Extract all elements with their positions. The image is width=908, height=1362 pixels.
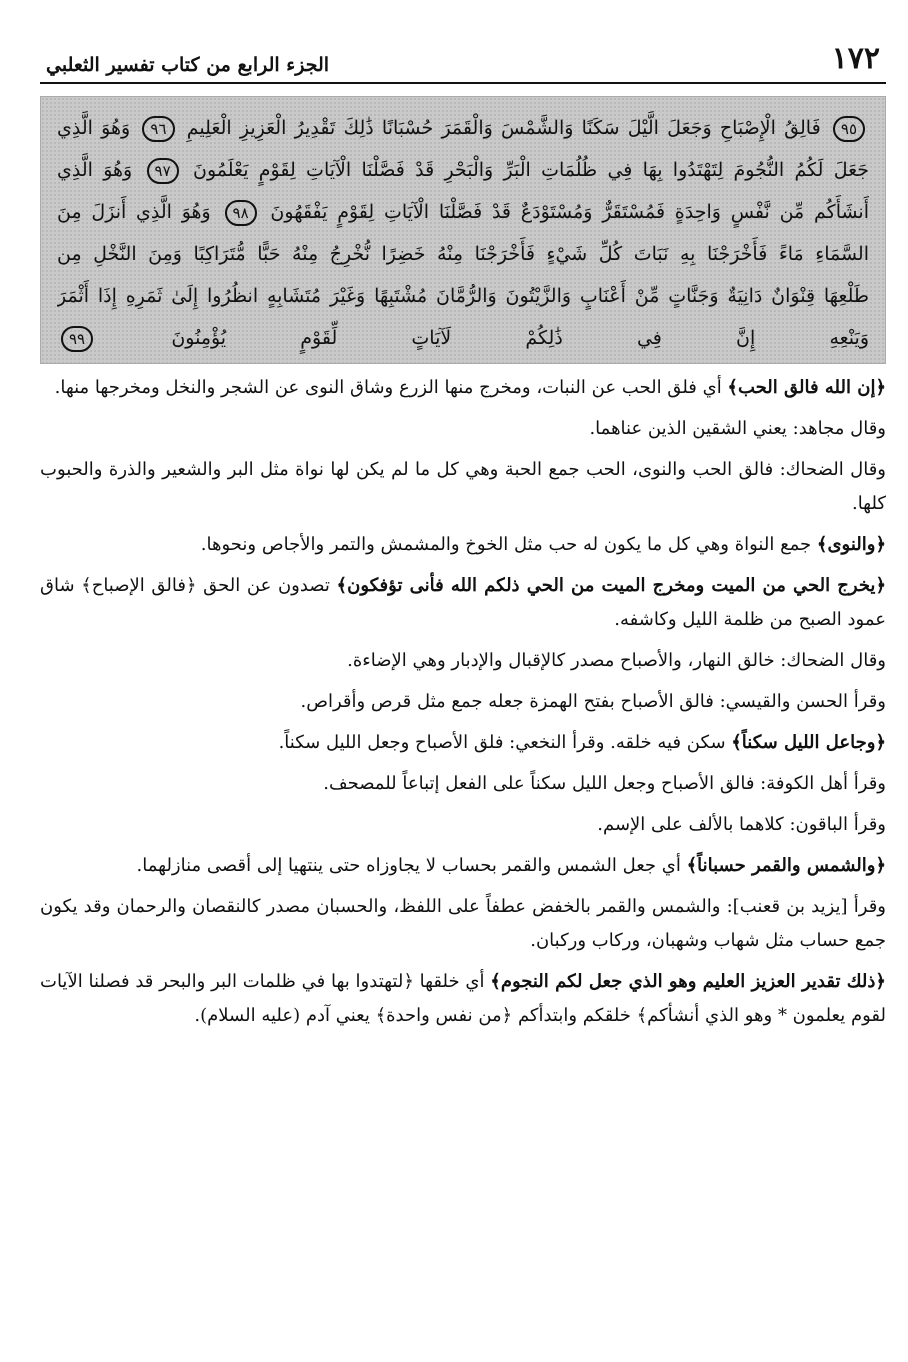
commentary-paragraph [40, 890, 886, 958]
quran-text: جَعَلَ لَكُمُ النُّجُومَ لِتَهْتَدُوا بِهَا فِي ظُلُمَاتِ الْبَرِّ وَالْبَحْرِ قَدْ فَصَّلْنَا الْآيَاتِ لِقَوْمٍ يَعْلَمُونَ [192, 159, 869, 181]
commentary-text: وقال الضحاك: فالق الحب والنوى، الحب جمع الحبة وهي كل ما لم يكن لها نواة مثل البر والشعير والذرة والحبوب كلها. [40, 459, 886, 514]
commentary-paragraph [40, 371, 886, 405]
commentary-text: وقال مجاهد: يعني الشقين الذين عناهما. [589, 418, 886, 439]
commentary [40, 371, 886, 1033]
quran-line [57, 107, 869, 149]
commentary-text: جمع النواة وهي كل ما يكون له حب مثل الخوخ والمشمش والتمر والأجاص ونحوها. [200, 534, 817, 555]
ayah-number: ٩٦ [142, 116, 174, 142]
quran-text: وَيَنْعِهِ إِنَّ فِي ذَٰلِكُمْ لَآيَاتٍ لِّقَوْمٍ يُؤْمِنُونَ [171, 327, 869, 349]
commentary-paragraph [40, 453, 886, 521]
verse-quote: ﴿إن الله فالق الحب﴾ [727, 377, 886, 398]
running-title: الجزء الرابع من كتاب تفسير الثعلبي [46, 54, 330, 76]
ayah-number: ٩٥ [833, 116, 865, 142]
verse-quote: ﴿وجاعل الليل سكناً﴾ [731, 732, 886, 753]
quran-line [57, 191, 869, 233]
quran-verses-box [40, 96, 886, 364]
verse-quote: ﴿والنوى﴾ [816, 534, 886, 555]
page-number: ١٧٢ [831, 41, 880, 76]
commentary-paragraph [40, 528, 886, 562]
quran-text: فَالِقُ الْإِصْبَاحِ وَجَعَلَ الَّيْلَ سَكَنًا وَالشَّمْسَ وَالْقَمَرَ حُسْبَانًا ذَٰلِكَ تَقْدِيرُ الْعَزِيزِ الْعَلِيمِ [186, 117, 821, 139]
quran-text: وَهُوَ الَّذِي [57, 159, 133, 181]
commentary-text: وقال الضحاك: خالق النهار، والأصباح مصدر كالإقبال والإدبار وهي الإضاءة. [347, 650, 886, 671]
commentary-text: وقرأ [يزيد بن قعنب]: والشمس والقمر بالخفض عطفاً على اللفظ، والحسبان مصدر كالنقصان والرحمان وقد يكون جمع حساب مثل شهاب وشهبان، وركاب وركبان. [40, 896, 886, 951]
quran-line [57, 149, 869, 191]
quran-text: السَّمَاءِ مَاءً فَأَخْرَجْنَا بِهِ نَبَاتَ كُلِّ شَيْءٍ فَأَخْرَجْنَا مِنْهُ خَضِرًا نُّخْرِجُ مِنْهُ حَبًّا مُّتَرَاكِبًا وَمِنَ النَّخْلِ مِن [57, 243, 869, 265]
commentary-paragraph [40, 685, 886, 719]
verse-quote: ﴿ذلك تقدير العزيز العليم وهو الذي جعل لكم النجوم﴾ [490, 971, 886, 992]
quran-line [57, 317, 869, 359]
commentary-paragraph [40, 569, 886, 637]
commentary-paragraph [40, 412, 886, 446]
commentary-text: وقرأ الحسن والقيسي: فالق الأصباح بفتح الهمزة جعله جمع مثل قرص وأقراص. [300, 691, 886, 712]
commentary-text: أي خلقها ﴿لتهتدوا بها في ظلمات البر والبحر قد فصلنا الآيات لقوم يعلمون * وهو الذي أنشأكم﴾ خلقكم وابتدأكم ﴿من نفس واحدة﴾ يعني آدم (عليه السلام). [40, 971, 886, 1026]
commentary-paragraph [40, 965, 886, 1033]
commentary-paragraph [40, 767, 886, 801]
commentary-paragraph [40, 849, 886, 883]
ayah-number: ٩٨ [225, 200, 257, 226]
commentary-paragraph [40, 644, 886, 678]
ayah-number: ٩٩ [61, 326, 93, 352]
quran-text: وَهُوَ الَّذِي [57, 117, 131, 139]
commentary-text: أي جعل الشمس والقمر بحساب لا يجاوزاه حتى ينتهيا إلى أقصى منازلهما. [136, 855, 687, 876]
quran-text: أَنشَأَكُم مِّن نَّفْسٍ وَاحِدَةٍ فَمُسْتَقَرٌّ وَمُسْتَوْدَعٌ قَدْ فَصَّلْنَا الْآيَاتِ لِقَوْمٍ يَفْقَهُونَ [270, 201, 869, 223]
verse-quote: ﴿والشمس والقمر حسباناً﴾ [686, 855, 886, 876]
commentary-text: وقرأ أهل الكوفة: فالق الأصباح وجعل الليل سكناً على الفعل إتباعاً للمصحف. [323, 773, 886, 794]
commentary-text: تصدون عن الحق ﴿فالق الإصباح﴾ شاق عمود الصبح من ظلمة الليل وكاشفه. [40, 575, 886, 630]
quran-line [57, 275, 869, 317]
commentary-text: أي فلق الحب عن النبات، ومخرج منها الزرع وشاق النوى عن الشجر والنخل ومخرجها منها. [54, 377, 728, 398]
commentary-text: سكن فيه خلقه. وقرأ النخعي: فلق الأصباح وجعل الليل سكناً. [278, 732, 732, 753]
quran-text: طَلْعِهَا قِنْوَانٌ دَانِيَةٌ وَجَنَّاتٍ مِّنْ أَعْنَابٍ وَالزَّيْتُونَ وَالرُّمَّانَ مُشْتَبِهًا وَغَيْرَ مُتَشَابِهٍ انظُرُوا إِلَىٰ ثَمَرِهِ إِذَا أَثْمَرَ [57, 285, 869, 307]
quran-line [57, 233, 869, 275]
commentary-paragraph [40, 808, 886, 842]
commentary-text: وقرأ الباقون: كلاهما بالألف على الإسم. [597, 814, 886, 835]
ayah-number: ٩٧ [147, 158, 179, 184]
commentary-paragraph [40, 726, 886, 760]
verse-quote: ﴿يخرج الحي من الميت ومخرج الميت من الحي ذلكم الله فأنى تؤفكون﴾ [336, 575, 886, 596]
quran-text: وَهُوَ الَّذِي أَنزَلَ مِنَ [57, 201, 211, 223]
page-header [40, 38, 886, 84]
